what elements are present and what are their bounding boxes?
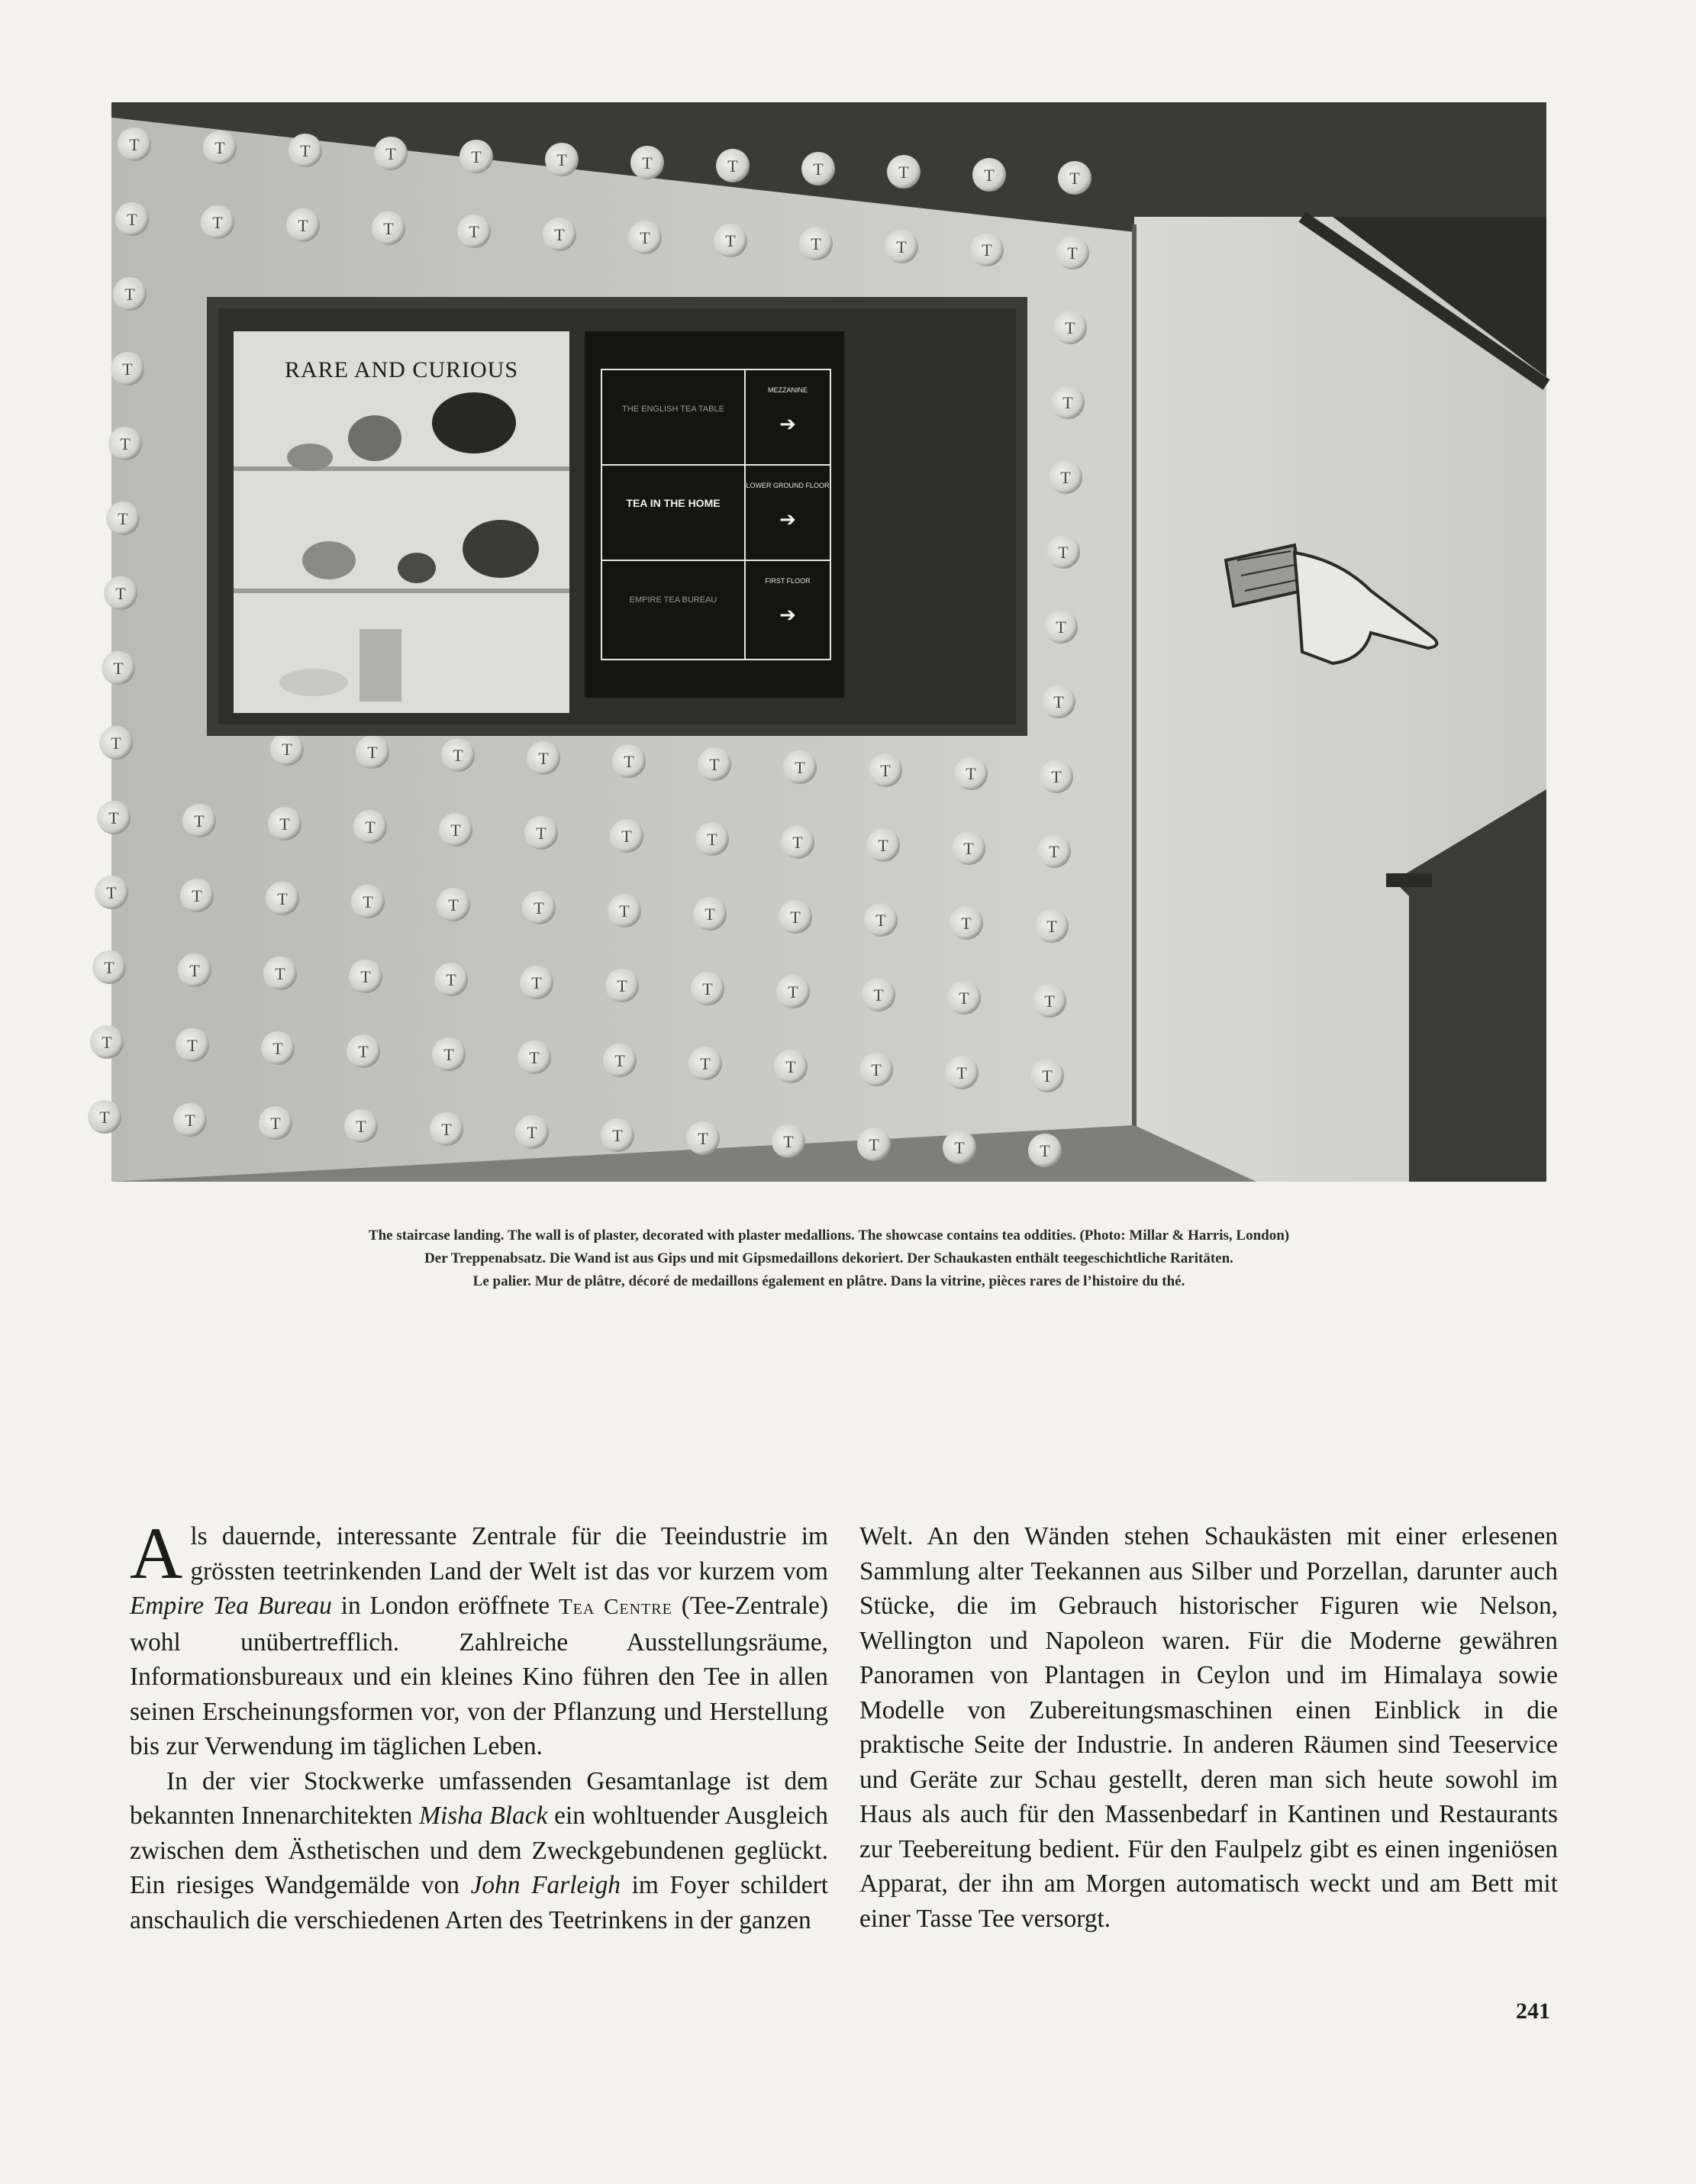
medallion-letter: T (785, 1057, 796, 1076)
medallion-letter: T (1069, 169, 1080, 188)
medallion-letter: T (127, 210, 137, 229)
medallion-letter: T (875, 911, 886, 930)
medallion-letter: T (385, 144, 396, 163)
medallion-letter: T (212, 213, 223, 232)
text-run: im Foyer schildert anschaulich die verschiedenen Arten des Teetrinkens in der ganzen (130, 1871, 829, 1934)
medallion-letter: T (984, 166, 995, 185)
emphasis: Misha Black (419, 1802, 548, 1830)
medallion-letter: T (383, 219, 394, 238)
medallion-letter: T (272, 1039, 283, 1058)
medallion-letter: T (725, 231, 736, 250)
medallion-letter: T (1046, 917, 1057, 936)
directory-floor: LOWER GROUND FLOOR (746, 482, 830, 489)
medallion-letter: T (813, 160, 824, 179)
medallion-letter: T (783, 1132, 794, 1151)
medallion-letter: T (1058, 543, 1069, 562)
medallion-letter: T (450, 821, 461, 840)
medallion-letter: T (811, 234, 821, 253)
medallion-letter: T (1067, 244, 1078, 263)
medallion-letter: T (441, 1120, 452, 1139)
medallion-letter: T (873, 986, 884, 1005)
article-column-right (859, 1519, 1558, 1936)
medallion-letter: T (966, 764, 976, 783)
medallion-letter: T (115, 584, 126, 603)
arrow-right-icon: ➔ (779, 508, 796, 531)
medallion-letter: T (275, 964, 285, 983)
medallion-letter: T (698, 1129, 708, 1148)
medallion-letter: T (194, 811, 205, 831)
medallion-letter: T (113, 659, 124, 678)
medallion-letter: T (878, 836, 888, 855)
medallion-letter: T (277, 889, 288, 908)
medallion-letter: T (531, 973, 542, 992)
directory-label: THE ENGLISH TEA TABLE (622, 405, 724, 414)
small-caps-name: Tea Centre (558, 1595, 672, 1619)
medallion-letter: T (367, 743, 378, 762)
directory-label: TEA IN THE HOME (626, 497, 721, 509)
medallion-letter: T (621, 827, 632, 846)
medallion-letter: T (185, 1111, 195, 1130)
medallion-letter: T (356, 1117, 366, 1136)
medallion-letter: T (707, 830, 717, 849)
medallion-letter: T (642, 153, 653, 173)
medallion-letter: T (214, 138, 225, 157)
medallion-letter: T (1042, 1066, 1053, 1086)
drop-cap: A (130, 1512, 183, 1594)
medallion-letter: T (700, 1054, 711, 1073)
showcase-title: RARE AND CURIOUS (284, 357, 519, 382)
article-paragraph-1 (130, 1512, 828, 1764)
medallion-letter: T (270, 1114, 281, 1133)
medallion-letter: T (961, 914, 972, 933)
medallion-letter: T (104, 958, 114, 977)
medallion-letter: T (536, 824, 547, 843)
medallion-letter: T (963, 839, 974, 858)
medallion-letter: T (727, 156, 738, 176)
medallion-letter: T (192, 886, 202, 905)
medallion-letter: T (1056, 618, 1066, 637)
medallion-letter: T (538, 749, 549, 768)
caption-english: The staircase landing. The wall is of plaster, decorated with plaster medallions. The showcase contains tea oddities. (Photo: Millar & Harris, London) (368, 1227, 1290, 1244)
medallion-letter: T (108, 808, 119, 827)
emphasis: John Farleigh (470, 1871, 621, 1899)
text-run: In der vier Stockwerke umfassenden Gesamtanlage ist dem bekannten Innenarchitekten (130, 1766, 828, 1830)
medallion-letter: T (792, 833, 803, 852)
medallion-letter: T (556, 150, 567, 169)
medallion-letter: T (99, 1108, 110, 1127)
medallion-letter: T (612, 1126, 623, 1145)
caption-french: Le palier. Mur de plâtre, décoré de medaillons également en plâtre. Dans la vitrine, pièces rares de l’histoire du thé. (472, 1273, 1185, 1289)
medallion-letter: T (120, 434, 131, 453)
medallion-letter: T (300, 141, 311, 160)
photo-caption (111, 1224, 1546, 1293)
medallion-letter: T (788, 982, 798, 1002)
arrow-right-icon: ➔ (779, 604, 796, 627)
medallion-letter: T (1051, 767, 1062, 786)
medallion-letter: T (187, 1036, 198, 1055)
medallion-letter: T (554, 225, 565, 244)
medallion-letter: T (360, 967, 371, 986)
medallion-letter: T (448, 895, 459, 915)
emphasis: Empire Tea Bureau (130, 1592, 332, 1620)
medallion-letter: T (1040, 1141, 1050, 1160)
medallion-letter: T (469, 222, 479, 241)
medallion-letter: T (959, 989, 969, 1008)
medallion-letter: T (956, 1063, 967, 1082)
medallion-letter: T (106, 883, 117, 902)
medallion-letter: T (279, 815, 290, 834)
directory-floor: MEZZANINE (767, 386, 808, 394)
medallion-letter: T (111, 734, 121, 753)
medallion-letter: T (129, 135, 140, 154)
medallion-letter: T (189, 961, 200, 980)
medallion-letter: T (282, 740, 292, 759)
medallion-letter: T (1049, 842, 1059, 861)
medallion-letter: T (1062, 393, 1073, 412)
article-column-left (130, 1512, 829, 1937)
staircase-photo (99, 102, 1546, 1182)
medallion-letter: T (790, 908, 801, 927)
medallion-letter: T (1065, 318, 1075, 337)
arrow-right-icon: ➔ (779, 413, 796, 436)
article-paragraph-2 (130, 1764, 828, 1938)
medallion-letter: T (880, 761, 891, 780)
medallion-letter: T (624, 752, 634, 771)
medallion-letter: T (795, 758, 805, 777)
medallion-letter: T (453, 746, 463, 765)
medallion-letter: T (896, 237, 907, 256)
medallion-letter: T (617, 976, 627, 995)
medallion-letter: T (982, 240, 992, 260)
showcase (207, 297, 1027, 736)
directory-label: EMPIRE TEA BUREAU (629, 595, 717, 605)
medallion-letter: T (122, 360, 133, 379)
medallion-letter: T (1044, 992, 1055, 1011)
medallion-letter: T (363, 892, 373, 911)
page-number: 241 (1516, 1999, 1550, 2024)
medallion-letter: T (298, 216, 308, 235)
medallion-letter: T (529, 1048, 540, 1067)
medallion-letter: T (869, 1135, 879, 1154)
medallion-letter: T (702, 979, 713, 998)
medallion-letter: T (358, 1042, 369, 1061)
medallion-letter: T (471, 147, 482, 166)
medallion-letter: T (446, 970, 456, 989)
medallion-letter: T (871, 1060, 882, 1079)
directory-floor: FIRST FLOOR (765, 577, 811, 585)
medallion-letter: T (619, 902, 630, 921)
medallion-letter: T (709, 755, 720, 774)
medallion-letter: T (443, 1045, 454, 1064)
text-run: ls dauernde, interessante Zentrale für die Teeindustrie im grössten teetrinkenden Land der Welt ist das vor kurzem vom (190, 1522, 828, 1586)
caption-german: Der Treppenabsatz. Die Wand ist aus Gips und mit Gipsmedaillons dekoriert. Der Schaukasten enthält teegeschichtliche Raritäten. (424, 1250, 1233, 1266)
text-run: ein wohltuender Ausgleich zwischen dem Ästhetischen und dem Zweckgebundenen geglückt. Ein riesiges Wandgemälde von (130, 1802, 828, 1899)
medallion-letter: T (1060, 468, 1071, 487)
medallion-letter: T (640, 228, 650, 247)
medallion-letter: T (527, 1123, 537, 1142)
article-paragraph-3: Welt. An den Wänden stehen Schaukästen mit einer erlesenen Sammlung alter Teekannen aus Silber und Porzellan, darunter auch Stücke, die im Gebrauch historischer Figuren wie Nelson, Wellington und Napoleon waren. Für die Moderne gewähren Panoramen von Plantagen in Ceylon und im Himalaya sowie Modelle von Zubereitungsmaschinen einen Einblick in die praktische Seite der Industrie. In anderen Räumen sind Teeservice und Geräte zur Schau gestellt, deren man sich heute sowohl im Haus als auch für den Massenbedarf in Kantinen und Restaurants zur Teebereitung bedient. Für den Faulpelz gibt es einen ingeniösen Apparat, der ihn am Morgen automatisch weckt und am Bett mit einer Tasse Tee versorgt. (859, 1522, 1558, 1933)
medallion-letter: T (534, 898, 544, 918)
medallion-letter: T (1053, 692, 1064, 711)
medallion-letter: T (614, 1051, 625, 1070)
medallion-letter: T (898, 163, 909, 182)
medallion-letter: T (102, 1033, 112, 1052)
text-run: in London eröffnete (331, 1592, 559, 1620)
medallion-letter: T (124, 285, 135, 304)
medallion-letter: T (705, 905, 715, 924)
staircase-photo-drawing (99, 102, 1546, 1182)
medallion-letter: T (954, 1138, 965, 1157)
medallion-letter: T (118, 509, 128, 528)
medallion-letter: T (365, 818, 376, 837)
text-run: (Tee-Zentrale) wohl unübertrefflich. Zahlreiche Ausstellungsräume, Informationsbureaux und ein kleines Kino führen den Tee in allen seinen Erscheinungsformen vor, von der Pflanzung und Herstellung bis zur Verwendung im täglichen Leben. (130, 1592, 828, 1760)
